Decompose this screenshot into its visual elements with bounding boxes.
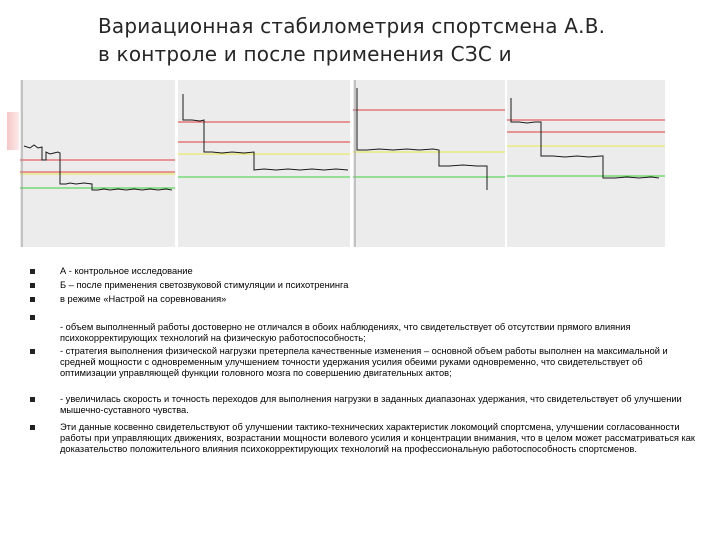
title-line-1: Вариационная стабилометрия спортсмена А.В. [98,14,606,38]
stabilogram-panel-a2 [178,80,350,247]
bullet-marker [30,425,35,430]
stabilogram-b2-traces [507,80,665,247]
bullet-marker [30,315,35,320]
stabilogram-panel-a1 [20,80,175,247]
finding-4: Эти данные косвенно свидетельствуют об улучшении тактико-технических характеристик локомоций спортсмена, улучшении согласованности работы при управляющих движениях, возрастании мощности волевого усилия и концентрации внимания, что в целом может рассматриваться как доказательство положительного влияния психокорректирующих технологий на профессиональную работоспособность спортсменов. [60,422,695,454]
slide-title [98,12,698,68]
title-line-2: в контроле и после применения СЗС и [98,42,512,66]
finding-1: - объем выполненный работы достоверно не отличался в обоих наблюдениях, что свидетельствует об отсутствии прямого влияния психокорректирующих технологий на физическую работоспособность; [60,322,631,343]
decorative-accent [7,112,19,150]
bullet-marker [30,349,35,354]
stabilogram-a2-traces [178,80,350,247]
stabilogram-panel-b2 [507,80,665,247]
bullet-marker [30,269,35,274]
finding-2: - стратегия выполнения физической нагрузки претерпела качественные изменения – основной объем работы выполнен на максимальной и средней мощности с одновременным улучшением точности удержания усилия обеими руками одновременно, что свидетельствует об оптимизации управляющей функции головного мозга по совершению двигательных актов; [60,346,668,378]
legend-line-1: А - контрольное исследование [60,266,193,276]
legend-line-3: в режиме «Настрой на соревнования» [60,294,227,304]
finding-3: - увеличилась скорость и точность переходов для выполнения нагрузки в заданных диапазонах удержания, что свидетельствует об улучшении мышечно-суставного чувства. [60,394,682,415]
bullet-marker [30,283,35,288]
stabilogram-panel-b1 [353,80,505,247]
bullet-marker [30,397,35,402]
legend-line-2: Б – после применения светозвуковой стимуляции и психотренинга [60,280,349,290]
stabilogram-a1-traces [20,80,175,247]
stabilogram-b1-traces [353,80,505,247]
bullet-marker [30,297,35,302]
